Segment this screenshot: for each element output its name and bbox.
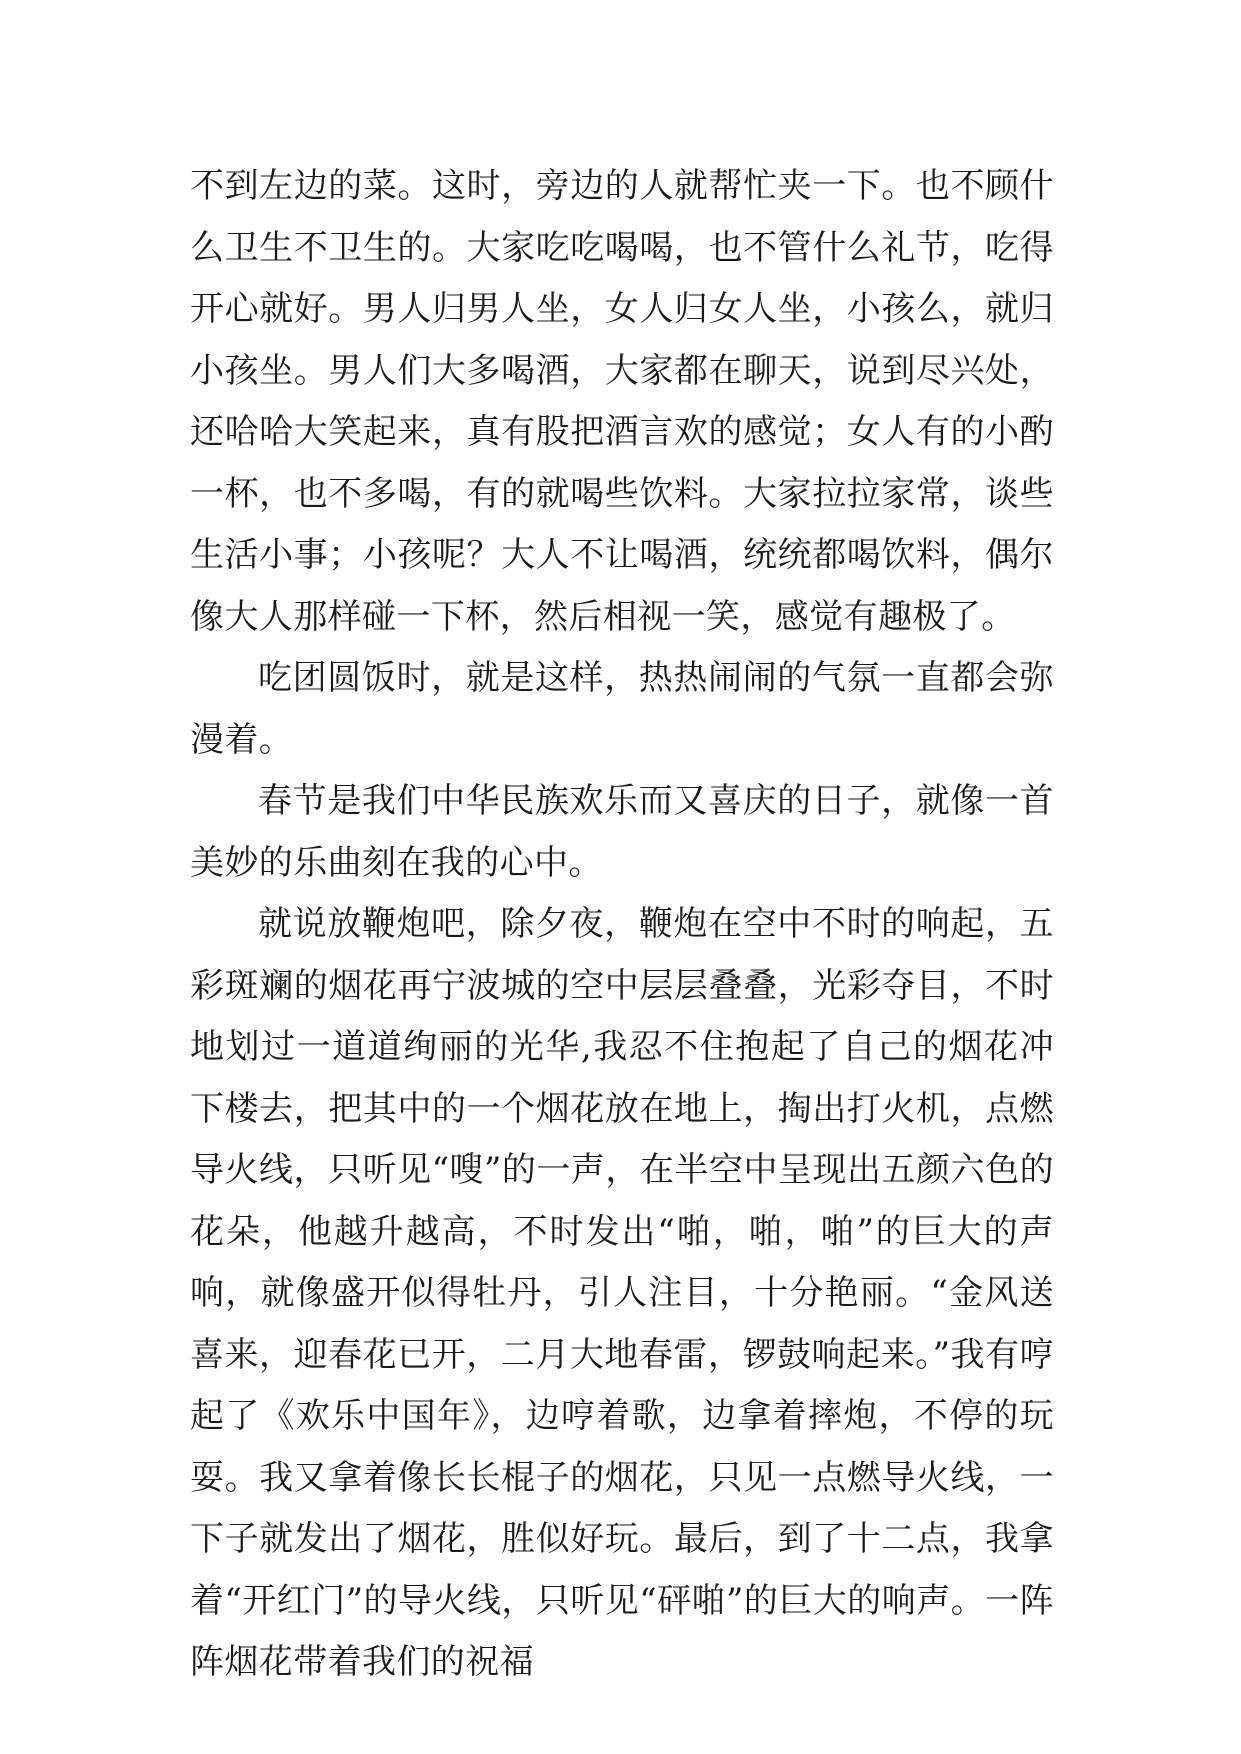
- document-body: [190, 156, 1054, 1694]
- paragraph-spring-festival: 春节是我们中华民族欢乐而又喜庆的日子，就像一首美妙的乐曲刻在我的心中。: [190, 781, 1054, 883]
- paragraph-dinner-scene: 不到左边的菜。这时，旁边的人就帮忙夹一下。也不顾什么卫生不卫生的。大家吃吃喝喝，也不管什么礼节，吃得开心就好。男人归男人坐，女人归女人坐，小孩么，就归小孩坐。男人们大多喝酒，大家都在聊天，说到尽兴处，还哈哈大笑起来，真有股把酒言欢的感觉；女人有的小酌一杯，也不多喝，有的就喝些饮料。大家拉拉家常，谈些生活小事；小孩呢？大人不让喝酒，统统都喝饮料，偶尔像大人那样碰一下杯，然后相视一笑，感觉有趣极了。: [190, 166, 1054, 637]
- paragraph-reunion-dinner: 吃团圆饭时，就是这样，热热闹闹的气氛一直都会弥漫着。: [190, 658, 1054, 760]
- paragraph-firecrackers: 就说放鞭炮吧，除夕夜，鞭炮在空中不时的响起，五彩斑斓的烟花再宁波城的空中层层叠叠，光彩夺目，不时地划过一道道绚丽的光华,我忍不住抱起了自己的烟花冲下楼去，把其中的一个烟花放在地上，掏出打火机，点燃导火线，只听见“嗖”的一声，在半空中呈现出五颜六色的花朵，他越升越高，不时发出“啪，啪，啪”的巨大的声响，就像盛开似得牡丹，引人注目，十分艳丽。“金风送喜来，迎春花已开，二月大地春雷，锣鼓响起来。”我有哼起了《欢乐中国年》，边哼着歌，边拿着摔炮，不停的玩耍。我又拿着像长长棍子的烟花，只见一点燃导火线，一下子就发出了烟花，胜似好玩。最后，到了十二点，我拿着“开红门”的导火线，只听见“砰啪”的巨大的响声。一阵阵烟花带着我们的祝福: [190, 904, 1054, 1682]
